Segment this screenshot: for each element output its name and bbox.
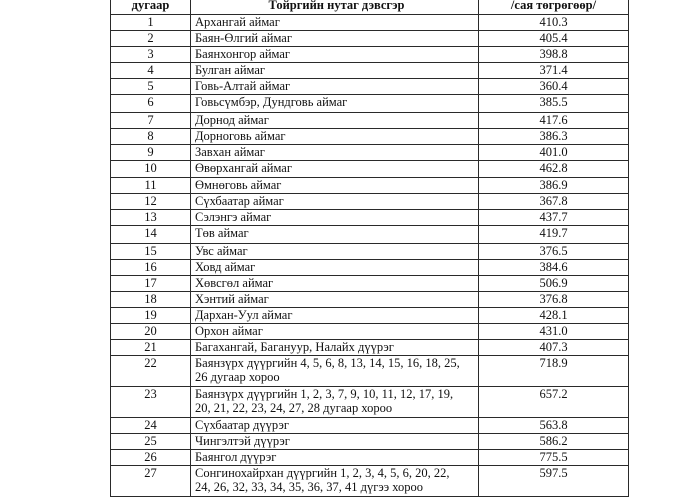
table-row	[111, 386, 629, 417]
row-value: 586.2	[479, 433, 629, 449]
header-number: дугаар	[111, 0, 191, 15]
row-number: 13	[111, 210, 191, 226]
row-district: Завхан аймаг	[191, 144, 479, 160]
table-row	[111, 339, 629, 355]
row-number: 24	[111, 417, 191, 433]
row-value: 405.4	[479, 31, 629, 47]
table-row	[111, 465, 629, 496]
row-district: Төв аймаг	[191, 226, 479, 244]
row-number: 6	[111, 95, 191, 113]
table-row	[111, 128, 629, 144]
table-row	[111, 210, 629, 226]
row-value: 386.9	[479, 178, 629, 194]
table-row	[111, 95, 629, 113]
row-district: Баянгол дүүрэг	[191, 449, 479, 465]
row-district: Ховд аймаг	[191, 259, 479, 275]
row-value: 417.6	[479, 112, 629, 128]
row-number: 17	[111, 275, 191, 291]
budget-table	[110, 0, 629, 497]
table-row	[111, 31, 629, 47]
row-number: 21	[111, 339, 191, 355]
row-number: 27	[111, 465, 191, 496]
table-row	[111, 194, 629, 210]
row-district-line1: Сонгинохайрхан дүүргийн 1, 2, 3, 4, 5, 6, 20, 22,	[195, 465, 450, 480]
row-number: 20	[111, 323, 191, 339]
row-district: Говь-Алтай аймаг	[191, 79, 479, 95]
row-number: 5	[111, 79, 191, 95]
row-number: 23	[111, 386, 191, 417]
row-district	[191, 465, 479, 496]
header-district: Тойргийн нутаг дэвсгэр	[191, 0, 479, 15]
row-number: 3	[111, 47, 191, 63]
row-district	[191, 355, 479, 386]
row-district-line1: Баянзүрх дүүргийн 1, 2, 3, 7, 9, 10, 11, 12, 17, 19,	[195, 386, 454, 401]
table-row	[111, 160, 629, 178]
row-district: Орхон аймаг	[191, 323, 479, 339]
row-district: Сэлэнгэ аймаг	[191, 210, 479, 226]
row-value: 419.7	[479, 226, 629, 244]
row-number: 10	[111, 160, 191, 178]
table-row	[111, 323, 629, 339]
table-row	[111, 144, 629, 160]
table-header-row	[111, 0, 629, 15]
table-row	[111, 15, 629, 31]
row-number: 22	[111, 355, 191, 386]
row-value: 431.0	[479, 323, 629, 339]
row-value: 428.1	[479, 307, 629, 323]
row-district: Архангай аймаг	[191, 15, 479, 31]
row-district: Чингэлтэй дүүрэг	[191, 433, 479, 449]
row-value: 386.3	[479, 128, 629, 144]
row-number: 16	[111, 259, 191, 275]
row-number: 14	[111, 226, 191, 244]
row-value: 597.5	[479, 465, 629, 496]
row-district: Хэнтий аймаг	[191, 291, 479, 307]
table-row	[111, 259, 629, 275]
row-value: 718.9	[479, 355, 629, 386]
row-number: 2	[111, 31, 191, 47]
row-value: 410.3	[479, 15, 629, 31]
header-value: /сая төгрөгөөр/	[479, 0, 629, 15]
table-row	[111, 307, 629, 323]
row-number: 26	[111, 449, 191, 465]
row-district: Баян-Өлгий аймаг	[191, 31, 479, 47]
row-number: 11	[111, 178, 191, 194]
row-district: Сүхбаатар дүүрэг	[191, 417, 479, 433]
table-row	[111, 112, 629, 128]
row-value: 360.4	[479, 79, 629, 95]
table-row	[111, 47, 629, 63]
row-district: Баянхонгор аймаг	[191, 47, 479, 63]
row-district-line2: 20, 21, 22, 23, 24, 27, 28 дугаар хороо	[195, 400, 393, 415]
row-district: Дорнод аймаг	[191, 112, 479, 128]
row-district: Увс аймаг	[191, 243, 479, 259]
row-value: 775.5	[479, 449, 629, 465]
row-district: Дорноговь аймаг	[191, 128, 479, 144]
row-value: 385.5	[479, 95, 629, 113]
table-row	[111, 433, 629, 449]
table-row	[111, 291, 629, 307]
row-number: 1	[111, 15, 191, 31]
row-value: 506.9	[479, 275, 629, 291]
row-district: Сүхбаатар аймаг	[191, 194, 479, 210]
row-value: 371.4	[479, 63, 629, 79]
row-district: Говьсүмбэр, Дундговь аймаг	[191, 95, 479, 113]
table-row	[111, 226, 629, 244]
row-value: 376.5	[479, 243, 629, 259]
row-number: 9	[111, 144, 191, 160]
row-district: Багахангай, Багануур, Налайх дүүрэг	[191, 339, 479, 355]
row-value: 437.7	[479, 210, 629, 226]
row-district	[191, 386, 479, 417]
table-row	[111, 243, 629, 259]
row-number: 8	[111, 128, 191, 144]
row-value: 657.2	[479, 386, 629, 417]
row-value: 384.6	[479, 259, 629, 275]
table-row	[111, 63, 629, 79]
row-number: 18	[111, 291, 191, 307]
row-number: 25	[111, 433, 191, 449]
row-value: 462.8	[479, 160, 629, 178]
row-district-line1: Баянзүрх дүүргийн 4, 5, 6, 8, 13, 14, 15, 16, 18, 25,	[195, 355, 460, 370]
row-value: 367.8	[479, 194, 629, 210]
row-value: 398.8	[479, 47, 629, 63]
row-district: Өвөрхангай аймаг	[191, 160, 479, 178]
row-value: 376.8	[479, 291, 629, 307]
row-value: 407.3	[479, 339, 629, 355]
row-district: Хөвсгөл аймаг	[191, 275, 479, 291]
row-number: 4	[111, 63, 191, 79]
row-district-line2: 26 дугаар хороо	[195, 369, 280, 384]
table-row	[111, 178, 629, 194]
row-number: 19	[111, 307, 191, 323]
table-row	[111, 79, 629, 95]
row-district: Өмнөговь аймаг	[191, 178, 479, 194]
table-row	[111, 275, 629, 291]
table-row	[111, 449, 629, 465]
row-number: 7	[111, 112, 191, 128]
row-district: Дархан-Уул аймаг	[191, 307, 479, 323]
row-number: 12	[111, 194, 191, 210]
row-value: 563.8	[479, 417, 629, 433]
row-value: 401.0	[479, 144, 629, 160]
table-row	[111, 417, 629, 433]
row-number: 15	[111, 243, 191, 259]
row-district-line2: 24, 26, 32, 33, 34, 35, 36, 37, 41 дүгээ хороо	[195, 479, 423, 494]
table-row	[111, 355, 629, 386]
row-district: Булган аймаг	[191, 63, 479, 79]
